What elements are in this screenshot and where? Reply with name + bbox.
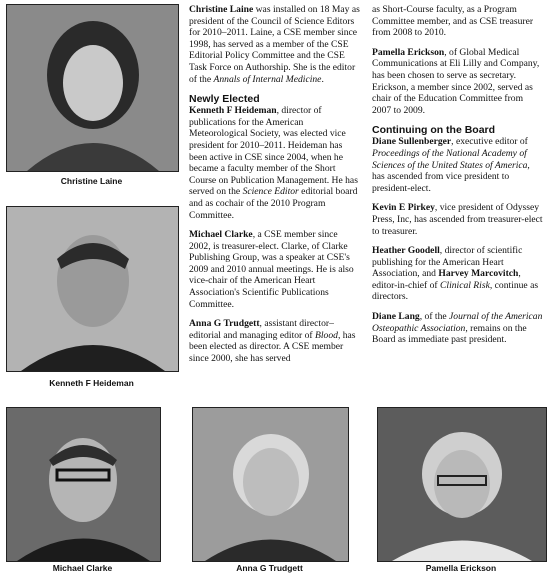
paragraph-trudgett: Anna G Trudgett, assistant director–editorial and managing editor of Blood, has been elected as director. A CSE member since 2000, she has served [189,318,356,365]
paragraph-heideman: Kenneth F Heideman, director of publications for the American Meteorological Society, was elected vice president for 2010–2011. Heideman has been active in CSE since 2004, when he became a faculty member of the Short Course on Publication Management. He has served on the Science Editor editorial board and as cochair of the 2010 Program Committee. [189,105,358,221]
portrait-image [193,408,348,561]
photo-christine-laine [6,4,179,172]
paragraph-lang: Diane Lang, of the Journal of the American Osteopathic Association, remains on the Board as immediate past president. [372,311,543,346]
person-name: Michael Clarke [189,229,253,241]
person-name: Kevin E Pirkey [372,202,435,214]
section-heading-continuing: Continuing on the Board [372,124,496,137]
portrait-image [378,408,546,561]
paragraph-sullenberger: Diane Sullenberger, executive editor of Proceedings of the National Academy of Sciences of the United States of America, has ascended from vice president to president-elect. [372,136,530,194]
photo-anna-trudgett [192,407,349,562]
paragraph-erickson: Pamella Erickson, of Global Medical Communications at Eli Lilly and Company, has been chosen to serve as secretary. Erickson, a member since 2002, served as chair of the Education Committee from 2007 to 2009. [372,46,540,116]
person-name: Diane Sullenberger [372,136,452,148]
caption-kenneth-heideman: Kenneth F Heideman [49,378,134,388]
caption-michael-clarke: Michael Clarke [52,563,113,573]
paragraph-trudgett-continued: as Short-Course faculty, as a Program Committee member, and as CSE treasurer from 2008 to 2010. [372,4,534,39]
photo-michael-clarke [6,407,161,562]
paragraph-pirkey: Kevin E Pirkey, vice president of Odyssey Press, Inc, has ascended from treasurer-elect to treasurer. [372,202,543,237]
person-name: Diane Lang [372,311,420,323]
caption-pamella-erickson: Pamella Erickson [425,563,497,573]
portrait-image [7,207,178,371]
caption-christine-laine: Christine Laine [60,176,123,186]
caption-anna-trudgett: Anna G Trudgett [236,563,303,573]
person-name: Pamella Erickson [372,46,445,58]
person-name: Heather Goodell [372,245,440,257]
paragraph-clarke: Michael Clarke, a CSE member since 2002, is treasurer-elect. Clarke, of Clarke Publishing Group, was a speaker at CSE's 2009 and 2010 annual meetings. He is also vice-chair of the American Heart Association's Scientific Publications Committee. [189,229,354,310]
journal-title: Annals of Internal Medicine [213,73,322,85]
journal-title: Clinical Risk [440,279,490,291]
article-column-2 [372,4,544,354]
photo-pamella-erickson [377,407,547,562]
journal-title: Proceedings of the National Academy of Sciences of the United States of America [372,147,528,171]
photo-kenneth-heideman [6,206,179,372]
person-name: Kenneth F Heideman [189,105,277,117]
journal-title: Science Editor [242,186,299,198]
person-name: Harvey Marcovitch [438,268,519,280]
article-column-1 [189,4,361,373]
person-name: Christine Laine [189,4,254,15]
portrait-image [7,5,178,171]
person-name: Anna G Trudgett [189,318,260,330]
section-heading-newly-elected: Newly Elected [189,93,260,106]
paragraph-laine: Christine Laine was installed on 18 May as president of the Council of Science Editors for 2010–2011. Laine, a CSE member since 1998, has served as a member of the CSE Editorial Policy Committee and the CSE Task Force on Authorship. She is the editor of the Annals of Internal Medicine. [189,4,360,85]
journal-title: Blood [315,329,338,341]
portrait-image [7,408,160,561]
paragraph-goodell-marcovitch: Heather Goodell, director of scientific publishing for the American Heart Association, and Harvey Marcovitch, editor-in-chief of Clinical Risk, continue as directors. [372,245,539,303]
journal-title: Journal of the American Osteopathic Association [372,311,543,334]
